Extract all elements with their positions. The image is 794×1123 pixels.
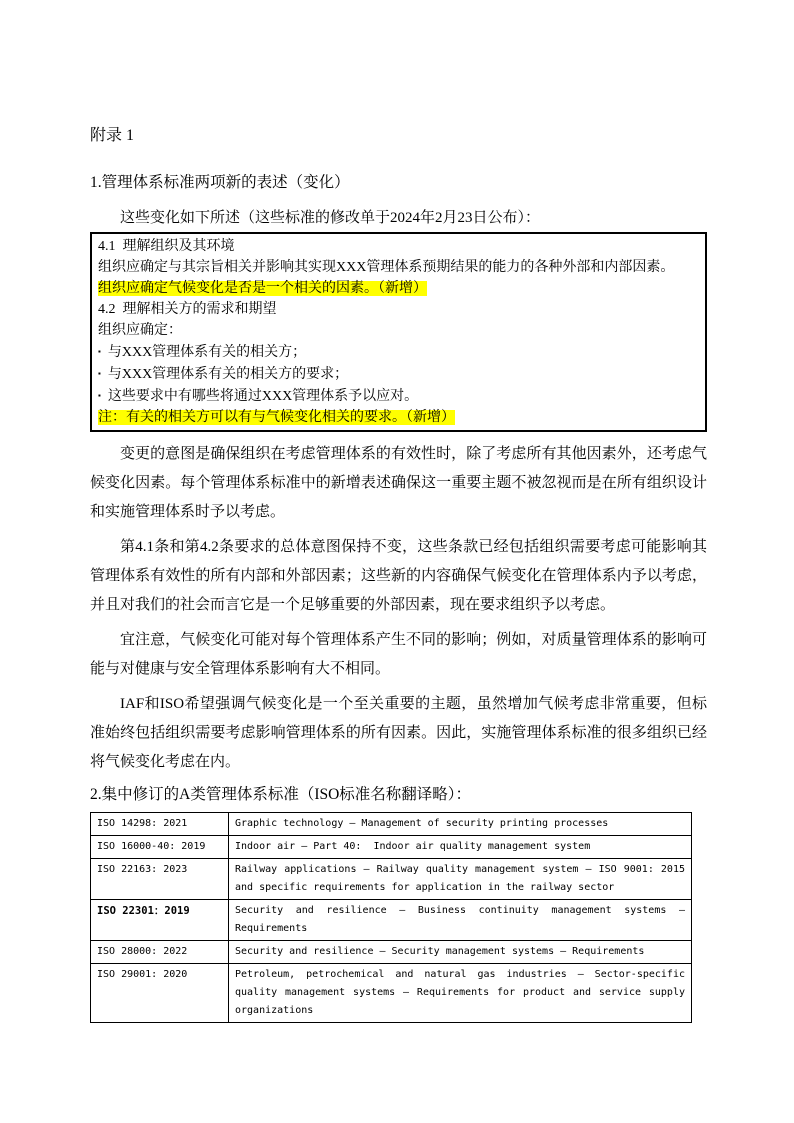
list-item-text: 与XXX管理体系有关的相关方的要求； bbox=[107, 367, 349, 382]
note-new-highlight: 注：有关的相关方可以有与气候变化相关的要求。（新增） bbox=[98, 410, 455, 425]
standard-cell: ISO 22163: 2023 bbox=[91, 859, 229, 900]
standard-cell: ISO 29001: 2020 bbox=[91, 964, 229, 1023]
title-cell: Railway applications — Railway quality management system — ISO 9001: 2015 and specific requirements for application in the railway sector bbox=[229, 859, 692, 900]
list-item bbox=[98, 363, 699, 385]
table-row bbox=[91, 813, 692, 836]
clause-42-lead: 组织应确定： bbox=[98, 323, 182, 338]
title-cell: Security and resilience — Business continuity management systems — Requirements bbox=[229, 900, 692, 941]
section2-heading: 2.集中修订的A类管理体系标准（ISO标准名称翻译略）： bbox=[90, 786, 472, 803]
clause-41-new-line bbox=[98, 278, 699, 299]
standard-cell: ISO 28000: 2022 bbox=[91, 941, 229, 964]
standards-table bbox=[90, 812, 692, 1023]
body-paragraph: 变更的意图是确保组织在考虑管理体系的有效性时，除了考虑所有其他因素外，还考虑气候变化因素。每个管理体系标准中的新增表述确保这一重要主题不被忽视而是在所有组织设计和实施管理体系时予以考虑。 bbox=[90, 446, 707, 520]
clause-box bbox=[90, 232, 707, 432]
clause-41-text: 组织应确定与其宗旨相关并影响其实现XXX管理体系预期结果的能力的各种外部和内部因素。 bbox=[98, 260, 675, 275]
standard-cell: ISO 16000-40: 2019 bbox=[91, 836, 229, 859]
section1-heading: 1.管理体系标准两项新的表述（变化） bbox=[90, 174, 350, 191]
clause-41-new-highlight: 组织应确定气候变化是否是一个相关的因素。（新增） bbox=[98, 281, 427, 296]
title-cell: Petroleum, petrochemical and natural gas industries — Sector-specific quality management systems — Requirements for product and service supply organizations bbox=[229, 964, 692, 1023]
title-cell: Indoor air — Part 40: Indoor air quality management system bbox=[229, 836, 692, 859]
list-item-text: 这些要求中有哪些将通过XXX管理体系予以应对。 bbox=[107, 389, 419, 404]
list-item bbox=[98, 341, 699, 363]
table-row bbox=[91, 900, 692, 941]
section1-intro: 这些变化如下所述（这些标准的修改单于2024年2月23日公布）： bbox=[120, 210, 541, 226]
table-row bbox=[91, 859, 692, 900]
bullet-icon: ▪ bbox=[98, 369, 101, 378]
bullet-icon: ▪ bbox=[98, 347, 101, 356]
clause-41-title: 4.1 理解组织及其环境 bbox=[98, 239, 235, 254]
clause-42-title: 4.2 理解相关方的需求和期望 bbox=[98, 302, 277, 317]
body-paragraph: 宜注意，气候变化可能对每个管理体系产生不同的影响；例如，对质量管理体系的影响可能与对健康与安全管理体系影响有大不相同。 bbox=[90, 632, 707, 677]
body-paragraph: 第4.1条和第4.2条要求的总体意图保持不变，这些条款已经包括组织需要考虑可能影响其管理体系有效性的所有内部和外部因素；这些新的内容确保气候变化在管理体系内予以考虑，并且对我们的社会而言它是一个足够重要的外部因素，现在要求组织予以考虑。 bbox=[90, 539, 707, 613]
title-cell: Security and resilience — Security management systems — Requirements bbox=[229, 941, 692, 964]
table-row bbox=[91, 964, 692, 1023]
bullet-icon: ▪ bbox=[98, 391, 101, 400]
standard-cell: ISO 14298: 2021 bbox=[91, 813, 229, 836]
body-paragraph: IAF和ISO希望强调气候变化是一个至关重要的主题，虽然增加气候考虑非常重要，但标准始终包括组织需要考虑影响管理体系的所有因素。因此，实施管理体系标准的很多组织已经将气候变化考虑在内。 bbox=[90, 696, 707, 770]
table-row bbox=[91, 836, 692, 859]
list-item bbox=[98, 385, 699, 407]
list-item-text: 与XXX管理体系有关的相关方； bbox=[107, 345, 307, 360]
table-row bbox=[91, 941, 692, 964]
note-new-line bbox=[98, 407, 699, 428]
appendix-title: 附录 1 bbox=[90, 127, 135, 144]
title-cell: Graphic technology — Management of security printing processes bbox=[229, 813, 692, 836]
standard-cell: ISO 22301：2019 bbox=[91, 900, 229, 941]
